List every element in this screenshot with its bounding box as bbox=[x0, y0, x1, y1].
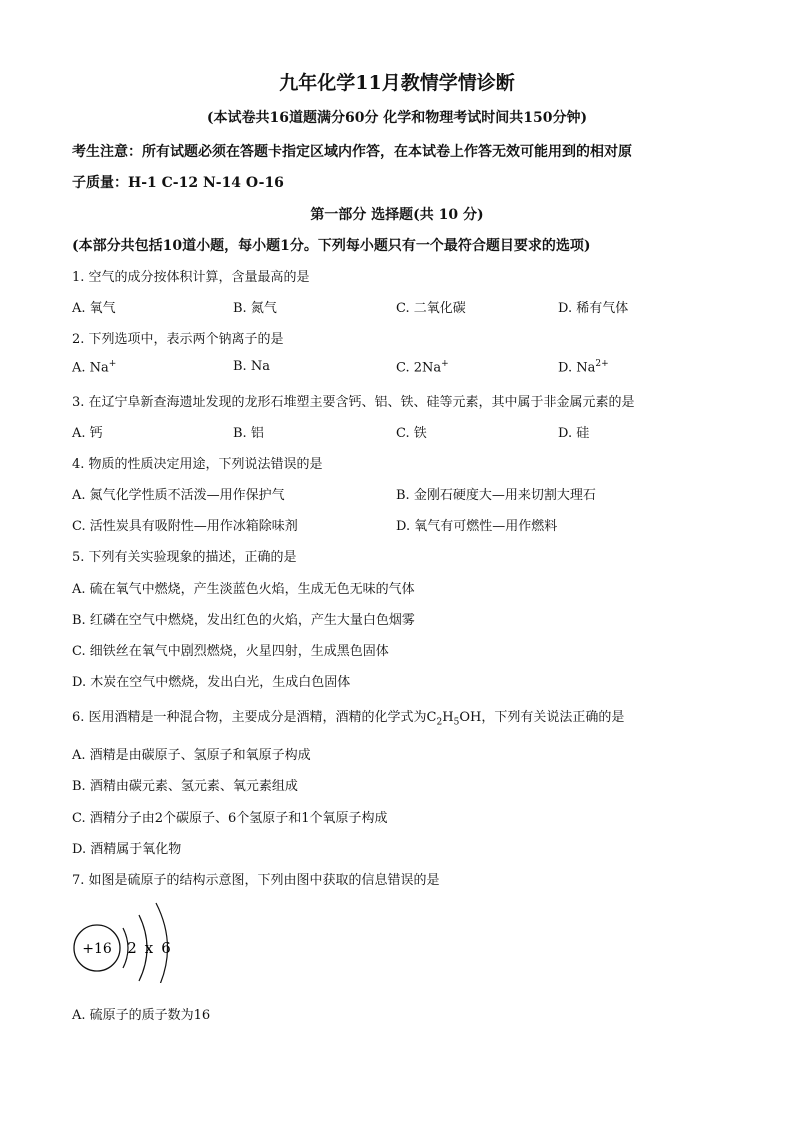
q1-option-b: B. 氮气 bbox=[233, 301, 277, 316]
q2-option-a-charge: + bbox=[108, 359, 117, 369]
sulfur-atom-structure-diagram bbox=[68, 893, 188, 983]
q3-option-a: A. 钙 bbox=[72, 426, 103, 441]
q2-option-c-text: C. 2Na bbox=[396, 360, 442, 376]
shell-2-electrons: x bbox=[144, 939, 154, 957]
q2-option-d-charge: 2+ bbox=[595, 359, 609, 369]
q6-option-a: A. 酒精是由碳原子、氢原子和氧原子构成 bbox=[72, 748, 311, 763]
q6-stem-post: ，下列有关说法正确的是 bbox=[481, 710, 625, 725]
shell-1-electrons: 2 bbox=[127, 939, 137, 957]
question-7-stem: 7. 如图是硫原子的结构示意图，下列由图中获取的信息错误的是 bbox=[72, 873, 440, 888]
q3-option-d: D. 硅 bbox=[558, 426, 590, 441]
shell-3-electrons: 6 bbox=[161, 939, 171, 957]
question-4-stem: 4. 物质的性质决定用途，下列说法错误的是 bbox=[72, 457, 323, 472]
q2-option-c bbox=[396, 359, 449, 375]
q2-option-d-text: D. Na bbox=[558, 360, 596, 376]
page-title: 九年化学11月教情学情诊断 bbox=[279, 72, 515, 94]
question-6-stem bbox=[72, 706, 624, 728]
q2-option-c-charge: + bbox=[441, 359, 449, 369]
question-5-stem: 5. 下列有关实验现象的描述，正确的是 bbox=[72, 550, 297, 565]
q5-option-b: B. 红磷在空气中燃烧，发出红色的火焰，产生大量白色烟雾 bbox=[72, 613, 415, 628]
q2-option-b-text: B. Na bbox=[233, 359, 270, 374]
q1-option-d: D. 稀有气体 bbox=[558, 301, 629, 316]
exam-subtitle: (本试卷共16道题满分60分 化学和物理考试时间共150分钟) bbox=[206, 110, 588, 126]
q6-option-b: B. 酒精由碳元素、氢元素、氧元素组成 bbox=[72, 779, 298, 794]
q6-option-c: C. 酒精分子由2个碳原子、6个氢原子和1个氧原子构成 bbox=[72, 811, 388, 826]
question-3-stem: 3. 在辽宁阜新查海遗址发现的龙形石堆塑主要含钙、铝、铁、硅等元素，其中属于非金属元素的是 bbox=[72, 395, 635, 410]
ethanol-formula: $C_2H_5OH$ bbox=[426, 710, 482, 728]
q3-option-b: B. 铝 bbox=[233, 426, 264, 441]
q6-option-d: D. 酒精属于氧化物 bbox=[72, 842, 182, 857]
q4-option-b: B. 金刚石硬度大—用来切割大理石 bbox=[396, 488, 596, 503]
q1-option-c: C. 二氧化碳 bbox=[396, 301, 466, 316]
notice-line-2: 子质量：H-1 C-12 N-14 O-16 bbox=[72, 175, 284, 191]
q3-option-c: C. 铁 bbox=[396, 426, 427, 441]
q5-option-d: D. 木炭在空气中燃烧，发出白光，生成白色固体 bbox=[72, 675, 351, 690]
section-note: (本部分共包括10道小题，每小题1分。下列每小题只有一个最符合题目要求的选项) bbox=[72, 238, 591, 254]
q4-option-a: A. 氮气化学性质不活泼—用作保护气 bbox=[72, 488, 285, 503]
q5-option-c: C. 细铁丝在氧气中剧烈燃烧，火星四射，生成黑色固体 bbox=[72, 644, 389, 659]
q2-option-a bbox=[72, 359, 116, 375]
q1-option-a: A. 氧气 bbox=[72, 301, 116, 316]
q2-option-a-text: A. Na bbox=[72, 360, 109, 376]
q2-option-d bbox=[558, 359, 609, 375]
nucleus-charge: +16 bbox=[82, 941, 112, 957]
question-1-stem: 1. 空气的成分按体积计算，含量最高的是 bbox=[72, 270, 310, 285]
question-2-stem: 2. 下列选项中，表示两个钠离子的是 bbox=[72, 332, 284, 347]
q5-option-a: A. 硫在氧气中燃烧，产生淡蓝色火焰，生成无色无味的气体 bbox=[72, 582, 415, 597]
section-title: 第一部分 选择题(共 10 分) bbox=[310, 207, 484, 223]
q7-option-a: A. 硫原子的质子数为16 bbox=[72, 1008, 211, 1023]
q4-option-c: C. 活性炭具有吸附性—用作冰箱除味剂 bbox=[72, 519, 298, 534]
q2-option-b bbox=[233, 359, 270, 374]
notice-line-1: 考生注意：所有试题必须在答题卡指定区域内作答，在本试卷上作答无效可能用到的相对原 bbox=[72, 144, 632, 160]
q6-stem-pre: 6. 医用酒精是一种混合物，主要成分是酒精，酒精的化学式为 bbox=[72, 710, 427, 725]
q4-option-d: D. 氧气有可燃性—用作燃料 bbox=[396, 519, 558, 534]
